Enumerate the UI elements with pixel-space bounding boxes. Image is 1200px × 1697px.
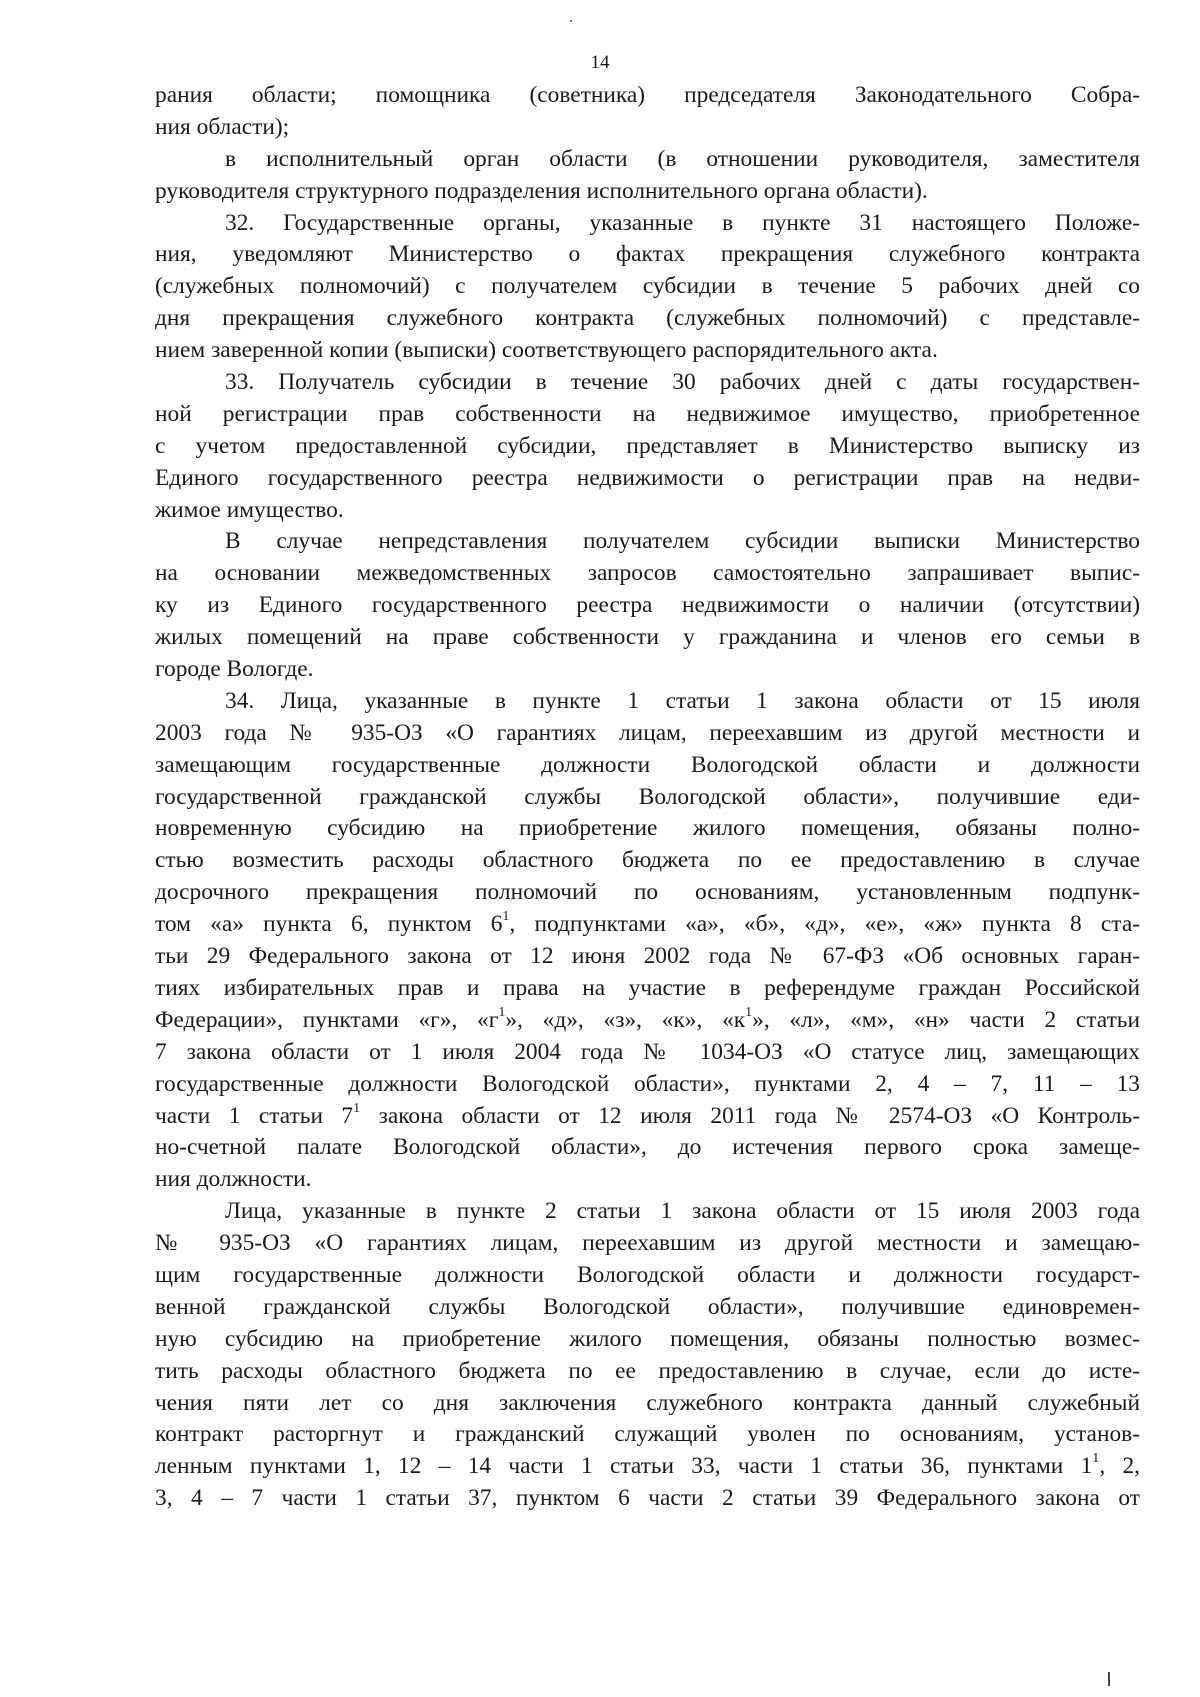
- text-line: ния области);: [155, 113, 290, 140]
- text-line: ной регистрации прав собственности на недвижимое имущество, приобретенное: [155, 400, 1140, 427]
- text-line: ную субсидию на приобретение жилого помещения, обязаны полностью возмес-: [155, 1325, 1140, 1352]
- text-line: 2003 года № 935-ОЗ «О гарантиях лицам, переехавшим из другой местности и: [155, 719, 1140, 746]
- text-line: В случае непредставления получателем субсидии выписки Министерство: [225, 528, 1140, 555]
- scan-speck: [570, 20, 572, 22]
- text-line: государственной гражданской службы Вологодской области», получившие еди-: [155, 783, 1140, 810]
- text-line: тить расходы областного бюджета по ее предоставлению в случае, если до исте-: [155, 1357, 1140, 1384]
- text-line: замещающим государственные должности Вологодской области и должности: [155, 751, 1140, 778]
- text-line: Лица, указанные в пункте 2 статьи 1 закона области от 15 июля 2003 года: [225, 1198, 1140, 1225]
- text-line: № 935-ОЗ «О гарантиях лицам, переехавшим из другой местности и замещаю-: [155, 1230, 1140, 1257]
- scan-speck: [1108, 1672, 1110, 1686]
- document-body: [155, 80, 1140, 1515]
- text-line: дня прекращения служебного контракта (служебных полномочий) с представле-: [155, 305, 1140, 332]
- text-line: чения пяти лет со дня заключения служебного контракта данный служебный: [155, 1389, 1140, 1416]
- text-line: ния должности.: [155, 1166, 312, 1193]
- text-line: 32. Государственные органы, указанные в пункте 31 настоящего Положе-: [225, 209, 1140, 236]
- text-line: Федерации», пунктами «г», «$г^1$», «д», «з», «к», «$к^1$», «л», «м», «н» части 2 статьи: [155, 1003, 1140, 1033]
- text-line: ленным пунктами 1, 12 – 14 части 1 статьи 33, части 1 статьи 36, пунктами $1^1$, 2,: [155, 1450, 1140, 1480]
- text-line: щим государственные должности Вологодской области и должности государст-: [155, 1261, 1140, 1288]
- text-line: (служебных полномочий) с получателем субсидии в течение 5 рабочих дней со: [155, 273, 1140, 300]
- text-line: 34. Лица, указанные в пункте 1 статьи 1 закона области от 15 июля: [225, 687, 1140, 714]
- text-line: досрочного прекращения полномочий по основаниям, установленным подпунк-: [155, 879, 1140, 906]
- text-line: части 1 статьи $7^1$ закона области от 12 июля 2011 года № 2574-ОЗ «О Контроль-: [155, 1099, 1140, 1129]
- text-line: Единого государственного реестра недвижимости о регистрации прав на недви-: [155, 464, 1140, 491]
- text-line: на основании межведомственных запросов самостоятельно запрашивает выпис-: [155, 560, 1140, 587]
- text-line: 7 закона области от 1 июля 2004 года № 1034-ОЗ «О статусе лиц, замещающих: [155, 1038, 1140, 1065]
- text-line: 33. Получатель субсидии в течение 30 рабочих дней с даты государствен-: [225, 369, 1140, 396]
- text-line: государственные должности Вологодской области», пунктами 2, 4 – 7, 11 – 13: [155, 1070, 1140, 1097]
- text-line: тиях избирательных прав и права на участие в референдуме граждан Российской: [155, 974, 1140, 1001]
- page-number: 14: [590, 52, 610, 73]
- text-line: но-счетной палате Вологодской области», до истечения первого срока замеще-: [155, 1134, 1140, 1161]
- text-line: стью возместить расходы областного бюджета по ее предоставлению в случае: [155, 847, 1140, 874]
- text-line: с учетом предоставленной субсидии, представляет в Министерство выписку из: [155, 432, 1140, 459]
- text-line: ку из Единого государственного реестра недвижимости о наличии (отсутствии): [155, 592, 1140, 619]
- text-line: том «а» пункта 6, пунктом $6^1$, подпунктами «а», «б», «д», «е», «ж» пункта 8 ста-: [155, 907, 1140, 938]
- text-line: венной гражданской службы Вологодской области», получившие единовремен-: [155, 1293, 1140, 1320]
- text-line: нием заверенной копии (выписки) соответствующего распорядительного акта.: [155, 337, 938, 364]
- text-line: 3, 4 – 7 части 1 статьи 37, пунктом 6 части 2 статьи 39 Федерального закона от: [155, 1485, 1140, 1512]
- text-line: жилых помещений на праве собственности у гражданина и членов его семьи в: [155, 624, 1140, 651]
- text-line: тьи 29 Федерального закона от 12 июня 2002 года № 67-ФЗ «Об основных гаран-: [155, 943, 1140, 970]
- text-line: городе Вологде.: [155, 656, 314, 683]
- text-line: ния, уведомляют Министерство о фактах прекращения служебного контракта: [155, 241, 1140, 268]
- text-line: в исполнительный орган области (в отношении руководителя, заместителя: [225, 145, 1140, 172]
- text-line: жимое имущество.: [155, 496, 344, 523]
- text-line: контракт расторгнут и гражданский служащий уволен по основаниям, установ-: [155, 1421, 1140, 1448]
- text-line: рания области; помощника (советника) председателя Законодательного Собра-: [155, 82, 1140, 108]
- text-line: руководителя структурного подразделения исполнительного органа области).: [155, 177, 928, 204]
- text-line: новременную субсидию на приобретение жилого помещения, обязаны полно-: [155, 815, 1140, 842]
